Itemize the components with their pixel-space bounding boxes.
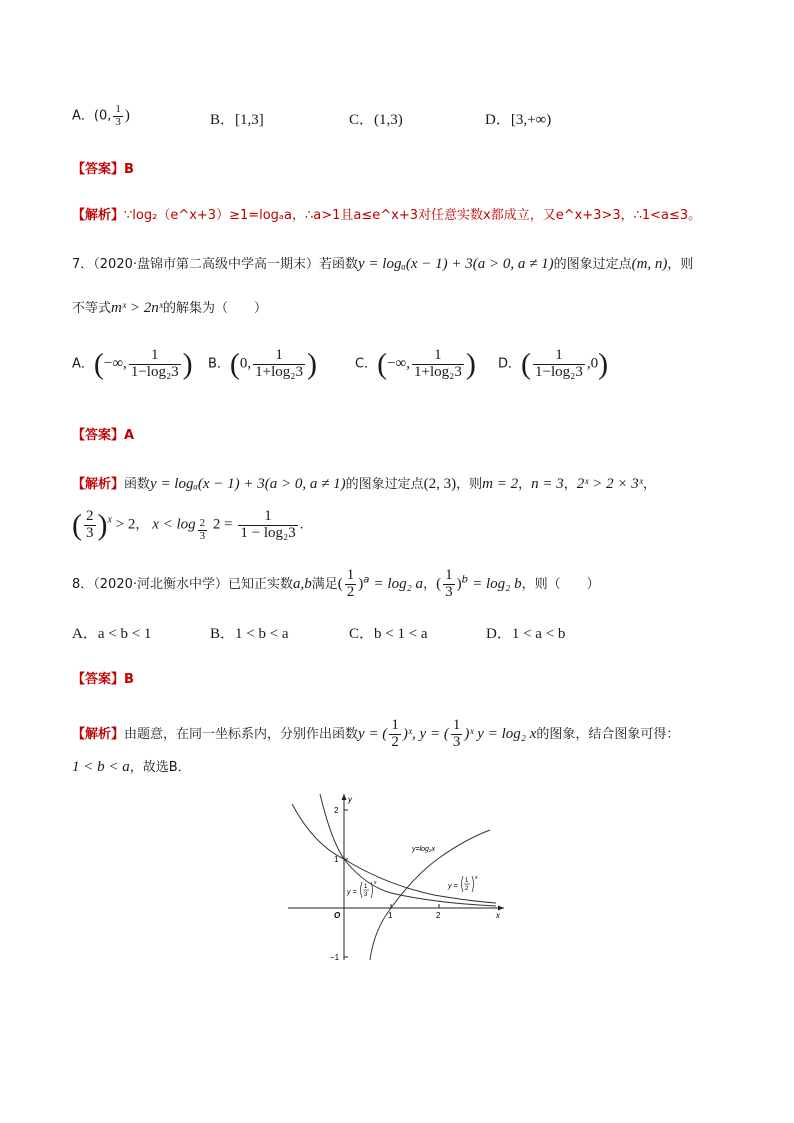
q8-option-a[interactable]: A．a < b < 1 [72,626,152,642]
half-curve-label: y = [448,883,458,890]
q8-analysis-line1: 【解析】由题意，在同一坐标系内，分别作出函数y = ( $\frac{1}{2}$ )ˣ, y = ( $\frac{1}{3}$ )ˣ y = log₂ x的图象，结合图象可得： [72,717,680,750]
q6-option-a[interactable]: A．(0, $\frac{1}{3}$ ) [72,103,130,128]
svg-text:2: 2 [465,886,469,892]
q6-option-d[interactable]: D．[3,+∞) [485,112,552,128]
x-label: x [496,911,500,920]
q7-analysis-line2: ( $\frac{2}{3}$ )$^x$ > 2， x < log $\frac{2}{3}$ 2 = $\frac{1}{\text{1 − log₂3}}$ . [72,508,304,542]
q7-option-d[interactable]: D．( $\frac{1}{\text{1−log₂3}}$ ,0) [498,347,609,381]
q7-option-c[interactable]: C．(−∞, $\frac{1}{\text{1+log₂3}}$ ) [355,347,476,381]
q6-option-c[interactable]: C．(1,3) [349,112,403,128]
q6-answer: 【答案】B [72,162,134,177]
y-tick-label-2: 2 [334,806,339,815]
svg-text:3: 3 [364,892,368,898]
y-axis-arrow [342,794,347,800]
q6-option-b[interactable]: B．[1,3] [210,112,264,128]
x-axis-arrow [498,906,504,911]
third-curve-label: y = [347,889,357,896]
function-graph [284,790,510,964]
q8-answer: 【答案】B [72,672,134,687]
q8-option-d[interactable]: D．1 < a < b [486,626,566,642]
q8-stem: 8．（2020·河北衡水中学）已知正实数a,b满足( $\frac{1}{2}$ )$^a$ = log₂ a，( $\frac{1}{3}$ )$^b$ = log₂ b，则（ ） [72,567,600,600]
q7-option-a[interactable]: A．(−∞, $\frac{1}{\text{1−log₂3}}$ ) [72,347,193,381]
q7-stem-line2: 不等式mˣ > 2nˣ的解集为（ ） [72,300,267,316]
q7-answer: 【答案】A [72,428,135,443]
q6-analysis: 【解析】∵log₂（e^x+3）≥1=logₐa，∴a>1且a≤e^x+3对任意实数x都成立，又e^x+3>3，∴1<a≤3。 [72,208,702,223]
x-tick-label-1: 1 [388,911,393,920]
y-tick-label-m1: −1 [330,953,340,962]
q7-option-b[interactable]: B．(0, $\frac{1}{\text{1+log₂3}}$ ) [208,347,318,381]
q8-option-c[interactable]: C．b < 1 < a [349,626,428,642]
q7-stem-line1: 7．（2020·盘锦市第二高级中学高一期末）若函数y = logₐ(x − 1) + 3(a > 0, a ≠ 1)的图象过定点(m, n)，则 [72,256,694,272]
log-curve-label: y=log₂x [412,846,436,853]
svg-text:1: 1 [465,878,469,884]
svg-text:x: x [475,875,478,881]
origin-label: O [334,911,341,920]
y-label: y [348,795,352,804]
q8-option-b[interactable]: B．1 < b < a [210,626,289,642]
q8-analysis-line2: 1 < b < a，故选B． [72,759,191,775]
svg-text:x: x [374,880,377,886]
y-tick-label-1: 1 [334,855,339,864]
x-tick-label-2: 2 [436,911,441,920]
svg-text:1: 1 [364,884,368,890]
q7-analysis-line1: 【解析】函数y = logₐ(x − 1) + 3(a > 0, a ≠ 1)的图象过定点(2, 3)，则m = 2，n = 3，2ˣ > 2 × 3ˣ， [72,476,656,492]
